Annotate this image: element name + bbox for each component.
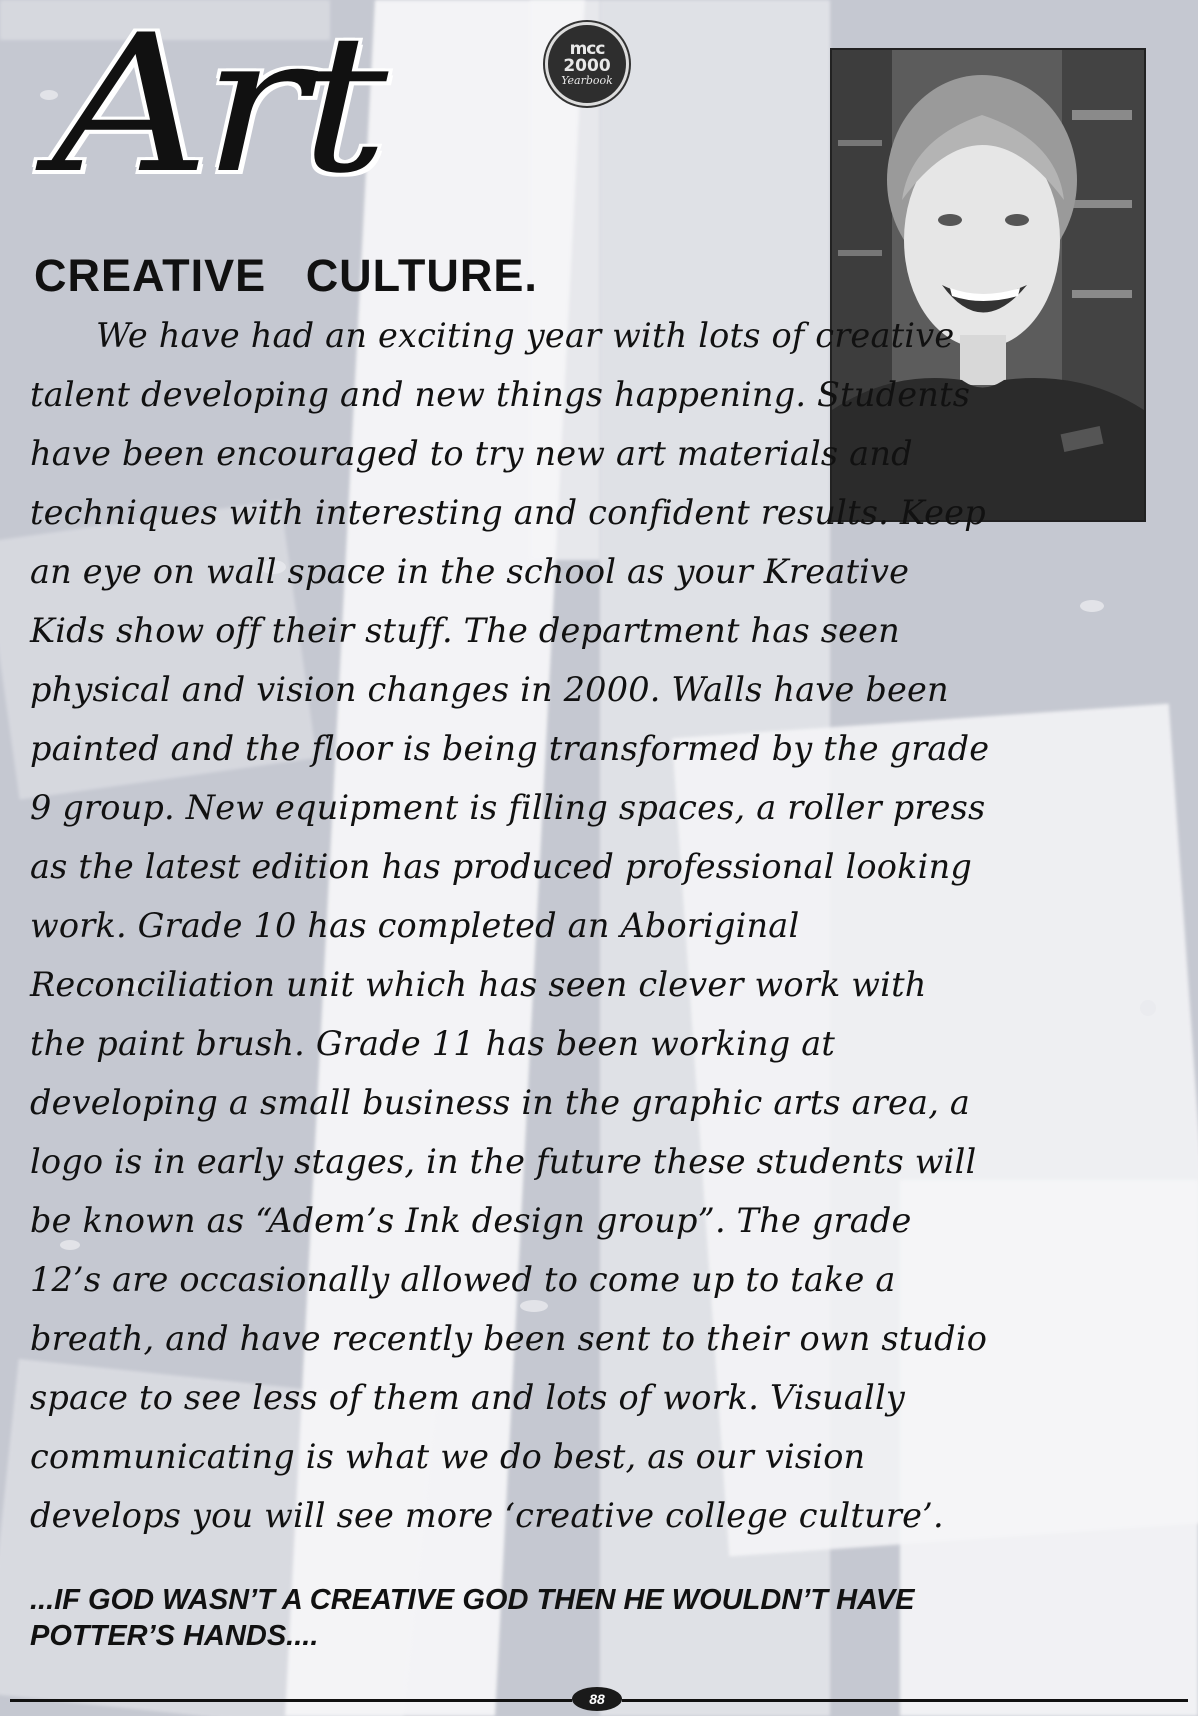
footer-rule-right (622, 1699, 1188, 1702)
article-body: We have had an exciting year with lots of creative talent developing and new things happening. Students have been encouraged to try new art materials and techniques with interesting and confident results. Keep an eye on wall space in the school as your Kreative Kids show off their stuff. The department has seen physical and vision changes in 2000. Walls have been painted and the floor is being transformed by the grade 9 group. New equipment is filling spaces, a roller press as the latest edition has produced professional looking work. Grade 10 has completed an Aboriginal Reconciliation unit which has seen clever work with the paint brush. Grade 11 has been working at developing a small business in the graphic arts area, a logo is in early stages, in the future these students will be known as “Adem’s Ink design group”. The grade 12’s are occasionally allowed to come up to take a breath, and have recently been sent to their own studio space to see less of them and lots of work. Visually communicating is what we do best, as our vision develops you will see more ‘creative college culture’. (30, 316, 990, 1535)
closing-quote: ...IF GOD WASN’T A CREATIVE GOD THEN HE WOULDN’T HAVE POTTER’S HANDS.... (30, 1584, 915, 1652)
footer-rule-left (10, 1699, 572, 1702)
logo-line-1: mcc (569, 39, 605, 59)
yearbook-logo (545, 22, 629, 106)
logo-line-3: Yearbook (561, 74, 613, 87)
page-number: 88 (572, 1687, 622, 1711)
page-title: Art (52, 0, 382, 215)
section-heading: CREATIVE CULTURE. (34, 250, 538, 301)
logo-line-2: 2000 (563, 56, 611, 76)
